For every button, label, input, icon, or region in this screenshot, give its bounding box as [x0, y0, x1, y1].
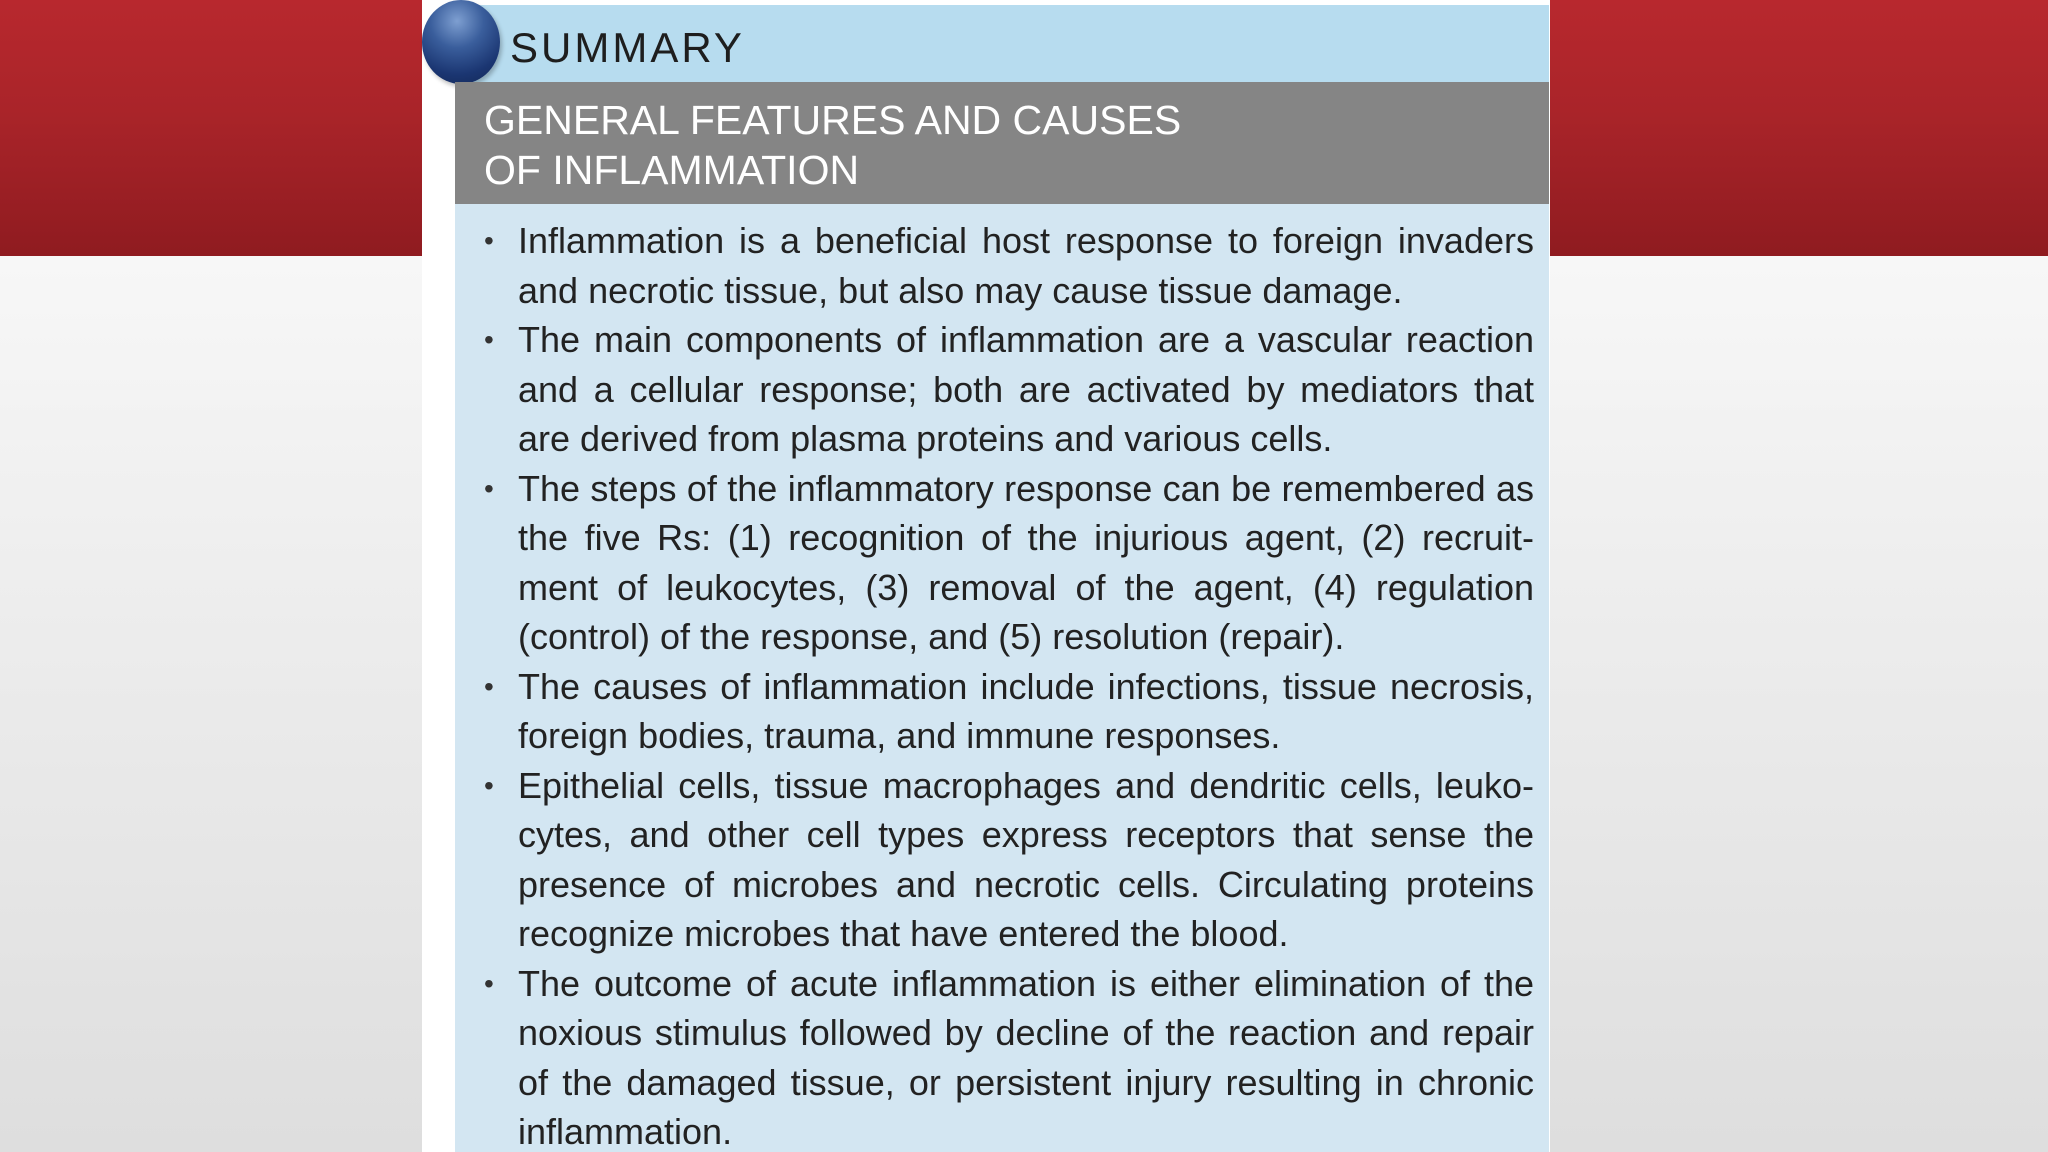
bullet-text: The steps of the inflammatory response can be remembered as the five Rs: (1) recognition of the injurious agent, (2) recruit-ment of leukocytes, (3) removal of the agent, (4) regulation (control) of the response, and (5) resolution (repair).	[518, 467, 1534, 657]
section-title-line-1: GENERAL FEATURES AND CAUSES	[484, 97, 1182, 143]
bullet-item	[484, 761, 1534, 959]
blue-orb-icon	[422, 0, 500, 84]
bullet-dot-icon: •	[484, 324, 494, 355]
bullet-item	[484, 662, 1534, 761]
bullet-item	[484, 315, 1534, 464]
bullet-text: The main components of inflammation are a vascular reaction and a cellular response; both are activated by mediators that are derived from plasma proteins and various cells.	[518, 319, 1534, 459]
bullet-dot-icon: •	[484, 967, 494, 999]
bullet-item	[484, 464, 1534, 662]
bullet-list	[484, 216, 1534, 1152]
bullet-dot-icon: •	[484, 472, 494, 504]
summary-label: SUMMARY	[510, 24, 745, 71]
bullet-dot-icon: •	[484, 769, 494, 801]
bullet-text: Epithelial cells, tissue macrophages and dendritic cells, leuko-cytes, and other cell types express receptors that sense the presence of microbes and necrotic cells. Circulating proteins recognize microbes that have entered the blood.	[518, 764, 1534, 954]
bullet-item	[484, 216, 1534, 315]
bullet-text: The outcome of acute inflammation is either elimination of the noxious stimulus followed by decline of the reaction and repair of the damaged tissue, or persistent injury resulting in chronic inflammation.	[518, 962, 1534, 1152]
section-title	[484, 95, 1484, 195]
bullet-text: Inflammation is a beneficial host response to foreign invaders and necrotic tissue, but also may cause tissue damage.	[518, 220, 1534, 311]
bullet-item	[484, 959, 1534, 1152]
section-title-line-2: OF INFLAMMATION	[484, 147, 860, 193]
bullet-text: The causes of inflammation include infections, tissue necrosis, foreign bodies, trauma, and immune responses.	[518, 665, 1534, 756]
bullet-dot-icon: •	[484, 225, 494, 256]
bullet-dot-icon: •	[484, 670, 494, 702]
